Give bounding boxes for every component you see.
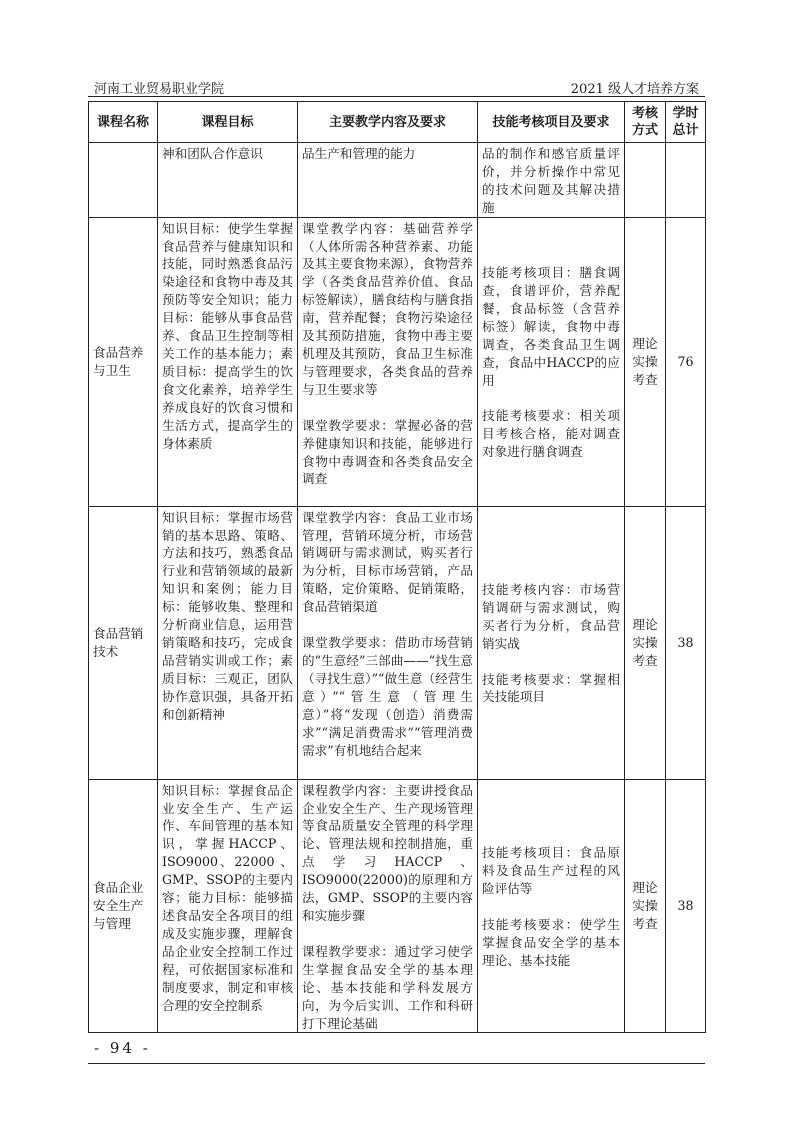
total-hours: 38 [666,779,706,1033]
page-number: - 94 - [94,1039,151,1057]
skill-paragraph: 技能考核要求：使学生掌握食品安全学的基本理论、基本技能 [482,917,620,968]
course-content [298,143,478,218]
course-objective: 知识目标：掌握市场营销的基本思路、策略、方法和技巧，熟悉食品行业和营销领域的最新知识和案例；能力目标：能够收集、整理和分析商业信息，运用营销策略和技巧，完成食品营销实训或工作；素质目标：三观正，团队协作意识强，具备开拓和创新精神 [158,506,298,779]
col-header-content: 主要教学内容及要求 [298,102,478,143]
skill-paragraph: 技能考核内容：市场营销调研与需求测试，购买者行为分析，食品营销实战 [482,581,620,651]
content-paragraph: 品生产和管理的能力 [302,146,416,161]
content-paragraph: 课堂教学内容：食品工业市场管理，营销环境分析，市场营销调研与需求测试，购买者行为分析，目标市场营销，产品策略，定价策略、促销策略，食品营销渠道 [302,509,473,615]
skill-assessment [478,143,625,218]
course-content [298,217,478,506]
col-header-skill: 技能考核项目及要求 [478,102,625,143]
table-row [89,506,706,779]
assessment-method: 理论实操考查 [625,779,666,1033]
total-hours: 38 [666,506,706,779]
content-paragraph: 课程教学要求：通过学习使学生掌握食品安全学的基本理论、基本技能和学科发展方向，为今后实训、工作和科研打下理论基础 [302,943,473,1031]
content-paragraph: 课堂教学要求：借助市场营销的“生意经”三部曲——“找生意（寻找生意）”“做生意（经营生意）”“管生意（管理生意）”将“发现（创造）消费需求”“满足消费需求”“管理消费需求”有机地结合起来 [302,635,473,758]
course-name: 食品营销技术 [89,506,158,779]
table-header-row [89,102,706,143]
table-row [89,779,706,1033]
header-school-name: 河南工业贸易职业学院 [94,82,225,97]
header-doc-title: 2021 级人才培养方案 [570,82,699,97]
table-row [89,143,706,218]
course-name: 食品营养与卫生 [89,217,158,506]
course-content [298,779,478,1033]
col-header-hours: 学时总计 [666,102,706,143]
content-paragraph: 课程教学内容：主要讲授食品企业安全生产、生产现场管理等食品质量安全管理的科学理论、管理法规和控制措施，重点学习HACCP、ISO9000(22000)的原理和方法，GMP、SSOP的主要内容和实施步骤 [302,782,473,923]
header-rule [88,96,705,97]
course-table [88,101,706,1033]
course-content [298,506,478,779]
skill-assessment [478,779,625,1033]
assessment-method: 理论实操考查 [625,217,666,506]
col-header-objective: 课程目标 [158,102,298,143]
content-paragraph: 课堂教学内容：基础营养学（人体所需各种营养素、功能及其主要食物来源），食物营养学（各类食品营养价值、食品标签解读），膳食结构与膳食指南，营养配餐；食物污染途径及其预防措施，食物中毒主要机理及其预防，食品卫生标准与管理要求，各类食品的营养与卫生要求等 [302,220,473,397]
course-name: 食品企业安全生产与管理 [89,779,158,1033]
footer-rule [88,1063,705,1064]
col-header-name: 课程名称 [89,102,158,143]
course-objective: 神和团队合作意识 [158,143,298,218]
skill-paragraph: 技能考核项目：膳食调查，食谱评价，营养配餐，食品标签（含营养标签）解读，食物中毒调查，各类食品卫生调查，食品中HACCP的应用 [482,265,620,388]
total-hours [666,143,706,218]
table-row [89,217,706,506]
skill-paragraph: 技能考核项目：食品原料及食品生产过程的风险评估等 [482,845,620,897]
course-name [89,143,158,218]
skill-assessment [478,506,625,779]
course-objective: 知识目标：掌握食品企业安全生产、生产运作、车间管理的基本知识，掌握HACCP、ISO9000、22000 、GMP、SSOP的主要内容；能力目标：能够描述食品安全各项目的组成及实施步骤，理解食品企业安全控制工作过程，可依据国家标准和制度要求，制定和审核合理的安全控制系 [158,779,298,1033]
course-objective: 知识目标：使学生掌握食品营养与健康知识和技能，同时熟悉食品污染途径和食物中毒及其预防等安全知识；能力目标：能够从事食品营养、食品卫生控制等相关工作的基本能力；素质目标：提高学生的饮食文化素养，培养学生养成良好的饮食习惯和生活方式，提高学生的身体素质 [158,217,298,506]
skill-paragraph: 技能考核要求：掌握相关技能项目 [482,671,620,705]
skill-assessment [478,217,625,506]
assessment-method [625,143,666,218]
content-paragraph: 课堂教学要求：掌握必备的营养健康知识和技能，能够进行食物中毒调查和各类食品安全调查 [302,417,473,487]
skill-paragraph: 技能考核要求：相关项目考核合格，能对调查对象进行膳食调查 [482,408,620,460]
total-hours: 76 [666,217,706,506]
col-header-method: 考核方式 [625,102,666,143]
skill-paragraph: 品的制作和感官质量评价，并分析操作中常见的技术问题及其解决措施 [482,146,620,215]
assessment-method: 理论实操考查 [625,506,666,779]
